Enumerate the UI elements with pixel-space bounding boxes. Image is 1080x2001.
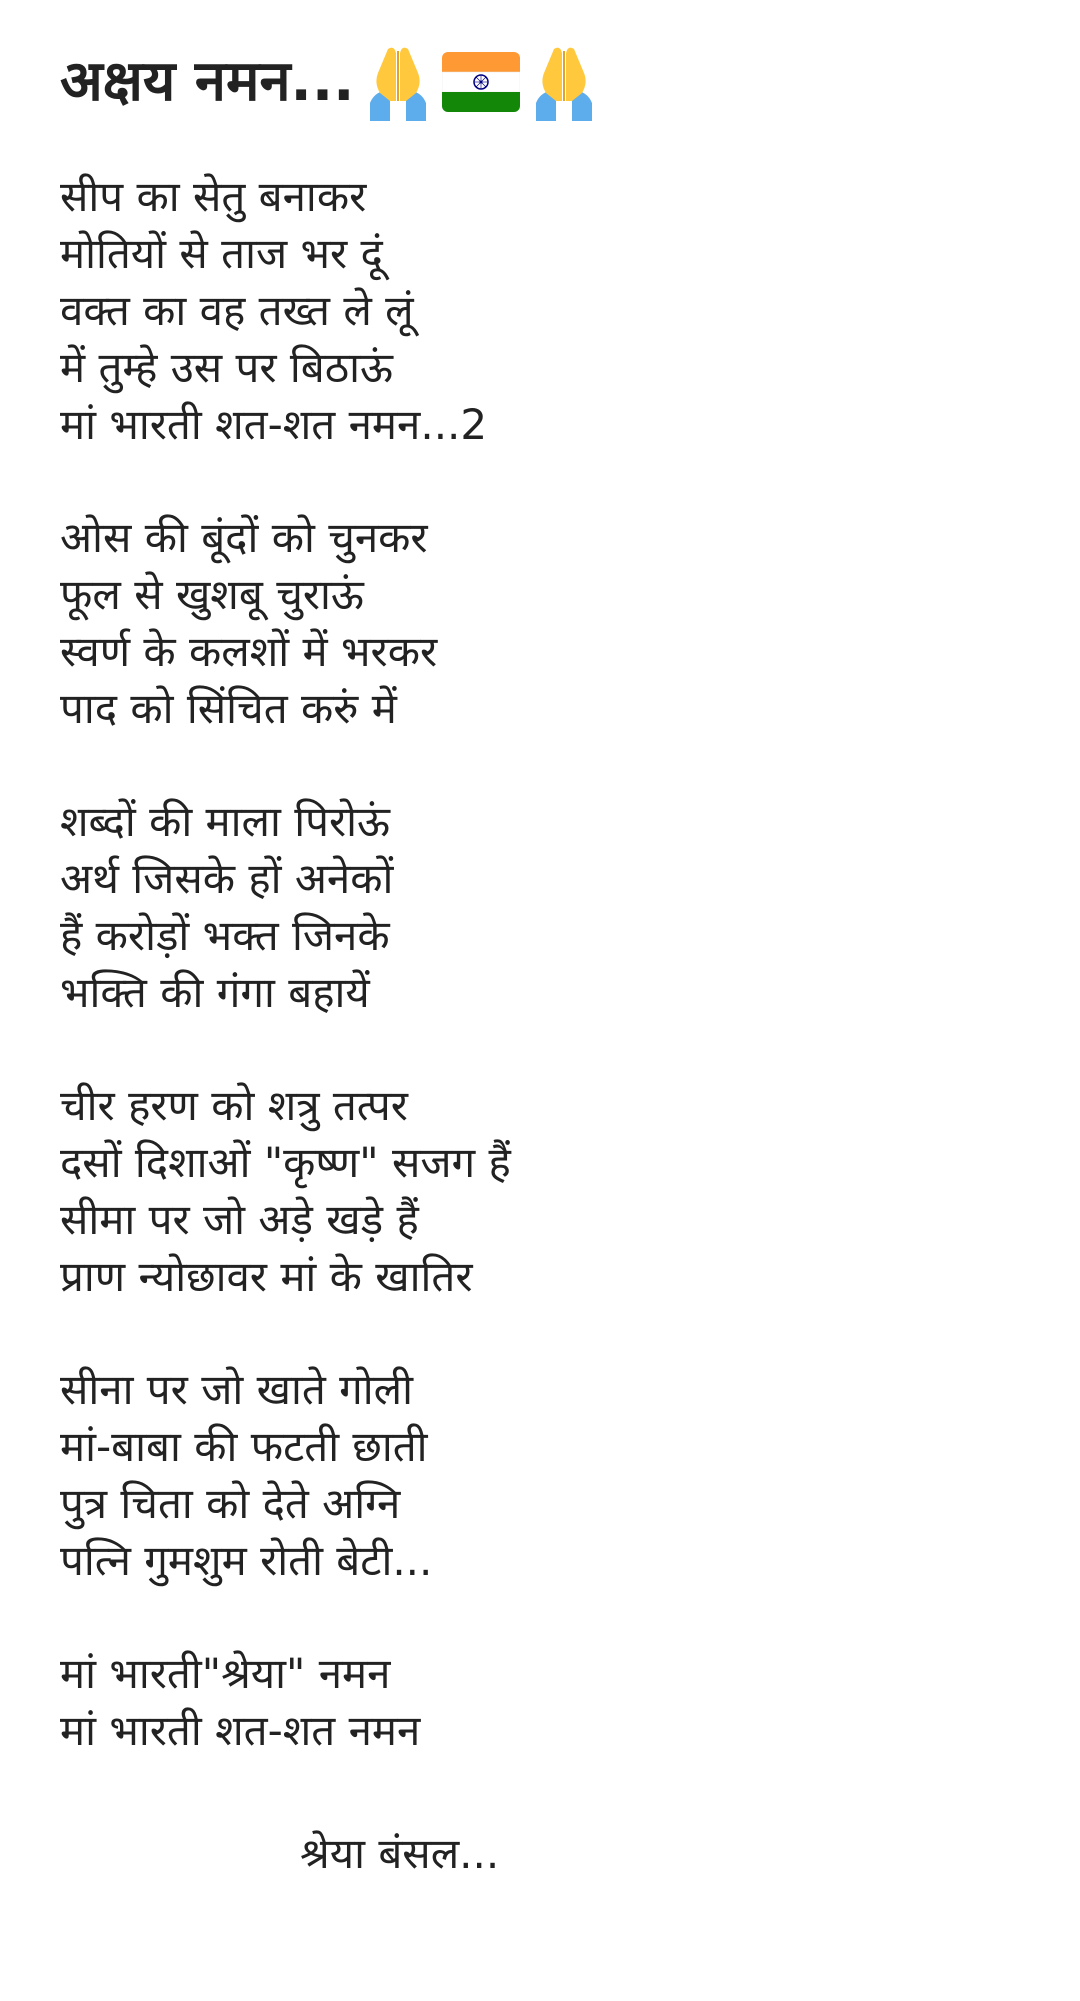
- poem-line: फूल से खुशबू चुराऊं: [60, 570, 364, 619]
- poem-line: चीर हरण को शत्रु तत्पर: [60, 1081, 408, 1130]
- poem-line: प्राण न्योछावर मां के खातिर: [60, 1252, 473, 1301]
- poem-line: भक्ति की गंगा बहायें: [60, 968, 370, 1017]
- poem-line: मोतियों से ताज भर दूं: [60, 229, 383, 278]
- poem-line: मां-बाबा की फटती छाती: [60, 1422, 428, 1471]
- poem-line: पत्नि गुमशुम रोती बेटी...: [60, 1536, 433, 1585]
- poem-title: अक्षय नमन...: [60, 49, 355, 114]
- poem-line: अर्थ जिसके हों अनेकों: [60, 854, 394, 903]
- folded-hands-icon: [526, 43, 602, 121]
- author-signature: श्रेया बंसल...: [300, 1829, 500, 1878]
- stanza-1: [60, 168, 1040, 453]
- poem-line: वक्त का वह तख्त ले लूं: [60, 286, 414, 335]
- title-emojis: [360, 43, 602, 121]
- stanza-2: [60, 509, 1040, 737]
- poem-line: शब्दों की माला पिरोऊं: [60, 797, 391, 846]
- poem-line: मां भारती शत-शत नमन: [60, 1706, 421, 1755]
- stanza-4: [60, 1077, 1040, 1305]
- title-row: [60, 38, 1040, 126]
- folded-hands-icon: [360, 43, 436, 121]
- poem-line: हैं करोड़ों भक्त जिनके: [60, 911, 390, 960]
- india-flag-icon: [442, 52, 520, 112]
- poem-line: सीमा पर जो अड़े खड़े हैं: [60, 1195, 419, 1244]
- poem-line: सीप का सेतु बनाकर: [60, 172, 367, 221]
- poem-line: सीना पर जो खाते गोली: [60, 1365, 413, 1414]
- poem-line: स्वर्ण के कलशों में भरकर: [60, 627, 438, 676]
- poem-line: ओस की बूंदों को चुनकर: [60, 513, 428, 562]
- poem-line: दसों दिशाओं "कृष्ण" सजग हैं: [60, 1138, 511, 1187]
- poem-line: में तुम्हे उस पर बिठाऊं: [60, 343, 393, 392]
- stanza-6: [60, 1645, 1040, 1759]
- poem-line: मां भारती शत-शत नमन...2: [60, 400, 488, 449]
- poem-line: पुत्र चिता को देते अग्नि: [60, 1479, 401, 1528]
- poem-line: पाद को सिंचित करुं में: [60, 684, 397, 733]
- stanza-3: [60, 793, 1040, 1021]
- poem-line: मां भारती"श्रेया" नमन: [60, 1649, 391, 1698]
- poem-page: [60, 38, 1040, 1815]
- stanza-5: [60, 1361, 1040, 1589]
